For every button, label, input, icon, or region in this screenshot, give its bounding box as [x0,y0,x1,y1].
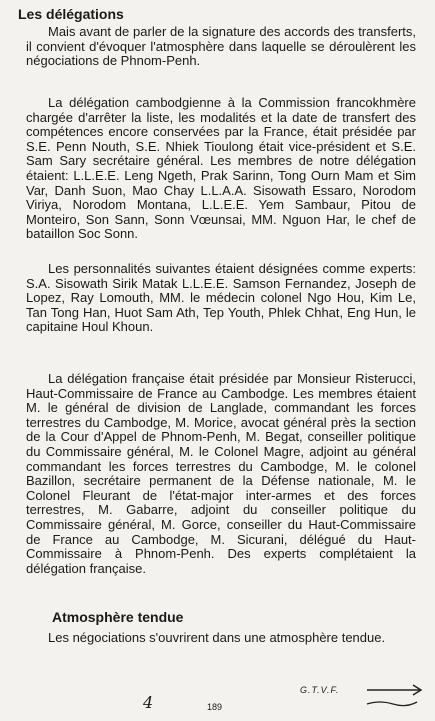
paragraph-experts: Les personnalités suivantes étaient désignées comme experts: S.A. Sisowath Sirik Matak L.L.E.E. Samson Fernandez, Joseph de Lopez, Ray Lomouth, MM. le médecin colonel Ngo Hou, Kim Le, Tan Tong Han, Huot Sam Ath, Tep Youth, Phlek Chhat, Eng Hun, le capitaine Houl Khoun. [26,261,416,335]
arrow-icon [365,680,425,710]
paragraph-negotiations: Les négociations s'ouvrirent dans une atmosphère tendue. [48,630,386,645]
paragraph-french-delegation: La délégation française était présidée par Monsieur Risterucci, Haut-Commissaire de France au Cambodge. Les membres étaient M. le général de division de Langlade, commandant les forces terrestres du Cambodge, M. Morice, avocat général près la section de la Cour d'Appel de Phnom-Penh, M. Begat, conseiller politique du Commissaire général, M. le Colonel Magre, adjoint au général commandant les forces terrestres du Cambodge, M. le colonel Bazillon, secrétaire permanent de la Défense nationale, M. le Colonel Fleurant de l'état-major inter-armes et des forces terrestres, M. Gabarre, adjoint du conseiller politique du Commissaire général, M. Gorce, conseiller du Haut-Commissaire de France au Cambodge, M. Sicurani, délégué du Haut-Commissaire à Phnom-Penh. Des experts complétaient la délégation française. [26,371,416,576]
section-heading-delegations: Les délégations [18,6,124,22]
handwritten-mark: 4 [143,693,154,712]
paragraph-cambodian-delegation: La délégation cambodgienne à la Commission francokhmère chargée d'arrêter la liste, les modalités et la date de transfert des compétences encore conservées par la France, était présidée par S.E. Penn Nouth, S.E. Nhiek Tioulong était vice-président et S.E. Sam Sary secrétaire général. Les membres de notre délégation étaient: L.L.E.E. Leng Ngeth, Prak Sarinn, Tong Ourn Mam et Sim Var, Danh Suon, Mao Chay L.L.A.A. Sisowath Essaro, Norodom Viriya, Norodom Montana, L.L.E.E. Yem Sambaur, Pitou de Monteiro, Son Sann, Sonn Vœunsai, MM. Nguon Har, le chef de bataillon Soc Sonn. [26,95,416,242]
paragraph-intro: Mais avant de parler de la signature des accords des transferts, il convient d'évoquer l'atmosphère dans laquelle se déroulèrent les négociations de Phnom-Penh. [26,24,416,69]
handwritten-signature: G.T.V.F. [300,685,340,695]
page-number: 189 [207,702,223,712]
section-heading-atmosphere: Atmosphère tendue [52,609,184,625]
